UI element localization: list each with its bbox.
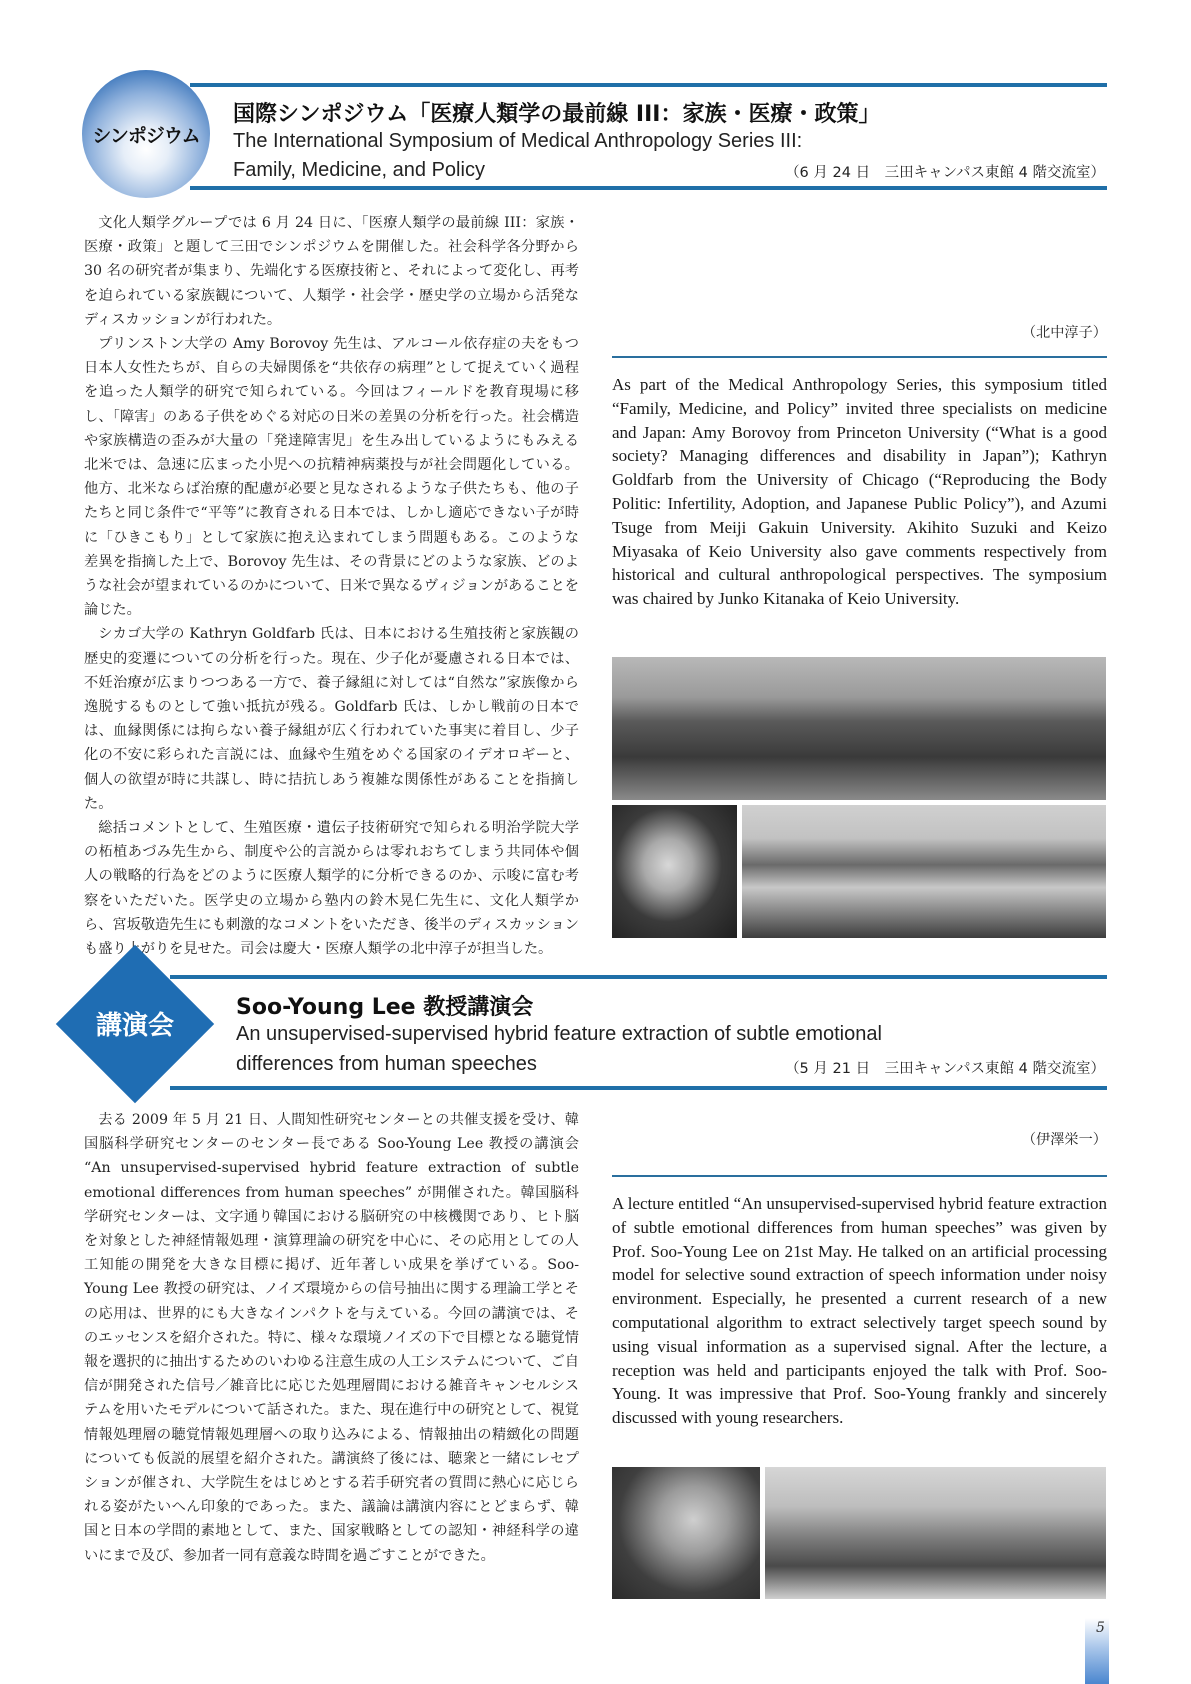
symposium-venue: （6 月 24 日 三田キャンパス東館 4 階交流室） xyxy=(785,165,1105,181)
symposium-title-en-line1: The International Symposium of Medical Anthropology Series III: xyxy=(233,130,803,152)
paragraph: 総括コメントとして、生殖医療・遺伝子技術研究で知られる明治学院大学の柘植あづみ先生から、制度や公的言説からは零れおちてしまう共同体や個人の戦略的行為をどのように医療人類学的に分析できるのか、示唆に富む考察をいただいた。医学史の立場から塾内の鈴木晃仁先生に、文化人類学から、宮坂敬造先生にも刺激的なコメントをいただき、後半のディスカッションも盛り上がりを見せた。司会は慶大・医療人類学の北中淳子が担当した。 xyxy=(84,820,579,958)
symposium-author-block xyxy=(612,321,1107,345)
lecture-header-top-rule xyxy=(170,975,1107,979)
symposium-author: （北中淳子） xyxy=(1021,325,1107,341)
symposium-photo-speaker xyxy=(612,805,737,938)
paragraph: シカゴ大学の Kathryn Goldfarb 氏は、日本における生殖技術と家族観の歴史的変遷についての分析を行った。現在、少子化が憂慮される日本では、不妊治療が広まりつつある一方で、養子縁組に対しては“自然な”家族像から逸脱するものとして強い抵抗が残る。Goldfarb 氏は、しかし戦前の日本では、血縁関係には拘らない養子縁組が広く行われていた事実に着目し、少子化の不安に彩られた言説には、血縁や生殖をめぐる国家のイデオロギーと、個人の欲望が時に共謀し、時に拮抗しあう複雑な関係性があることを指摘した。 xyxy=(84,626,579,812)
symposium-header-bottom-rule xyxy=(190,186,1107,190)
paragraph: 去る 2009 年 5 月 21 日、人間知性研究センターとの共催支援を受け、韓国脳科学研究センターのセンター長である Soo-Young Lee 教授の講演会 “An unsupervised-supervised hybrid feature extraction of subtle emotional differences from human speeches” が開催された。韓国脳科学研究センターは、文字通り韓国における脳研究の中核機関であり、ヒト脳を対象とした神経情報処理・演算理論の研究を中心に、その応用としての人工知能の開発を大きな目標に掲げ、近年著しい成果を挙げている。Soo-Young Lee 教授の研究は、ノイズ環境からの信号抽出に関する理論工学とその応用は、世界的にも大きなインパクトを与えている。今回の講演では、そのエッセンスを紹介された。特に、様々な環境ノイズの下で目標となる聴覚情報を選択的に抽出するためのいわゆる注意生成の人工システムについて、ご自信が開発された信号／雑音比に応じた処理層間における雑音キャンセルシステムを用いたモデルについて話された。また、現在進行中の研究として、視覚情報処理層の聴覚情報処理層への取り込みによる、情報抽出の精緻化の問題についても仮説的展望を紹介された。講演終了後には、聴衆と一緒にレセプションが催され、大学院生をはじめとする若手研究者の質問に熱心に応じられる姿がたいへん印象的であった。また、議論は講演内容にとどまらず、韓国と日本の学問的素地として、また、国家戦略としての認知・神経科学の違いにまで及び、参加者一同有意義な時間を過ごすことができた。 xyxy=(84,1112,579,1564)
lecture-title-jp: Soo-Young Lee 教授講演会 xyxy=(236,995,534,1020)
circle-badge-icon xyxy=(82,70,210,198)
symposium-column-separator xyxy=(612,356,1107,358)
page-number: 5 xyxy=(1096,1620,1105,1636)
lecture-body-jp-left xyxy=(84,1108,579,1616)
symposium-body-en: As part of the Medical Anthropology Series, this symposium titled “Family, Medicine, and Policy” invited three specialists on medicine and Japan: Amy Borovoy from Princeton University (“What is a good society? Managing differences and disability in Japan”); Kathryn Goldfarb from the University of Chicago (“Reproducing the Body Politic: Infertility, Adoption, and Japanese Public Policy”), and Azumi Tsuge from Meiji Gakuin University. Akihito Suzuki and Keizo Miyasaka of Keio University also gave comments respectively from historical and cultural anthropological perspectives. The symposium was chaired by Junko Kitanaka of Keio University. xyxy=(612,375,1107,609)
lecture-title-en-line1: An unsupervised-supervised hybrid feature extraction of subtle emotional xyxy=(236,1023,882,1045)
lecture-author: （伊澤栄一） xyxy=(1021,1132,1107,1148)
symposium-header-top-rule xyxy=(190,83,1107,87)
lecture-badge-label: 講演会 xyxy=(95,1011,174,1041)
symposium-body-jp-left xyxy=(84,211,579,958)
symposium-badge-label: シンポジウム xyxy=(92,124,200,147)
lecture-body-en: A lecture entitled “An unsupervised-supervised hybrid feature extraction of subtle emotional differences from human speeches” was given by Prof. Soo-Young Lee on 21st May. He talked on an artificial processing model for selective sound extraction of speech information under noisy environment. Especially, he presented a current research of a new computational algorithm to extract selectively target speech sound by using visual information as a supervised signal. After the lecture, a reception was held and participants enjoyed the talk with Prof. Soo-Young. It was impressive that Prof. Soo-Young frankly and sincerely discussed with young researchers. xyxy=(612,1194,1107,1428)
lecture-photo-speaker xyxy=(612,1467,760,1599)
lecture-column-separator xyxy=(612,1175,1107,1177)
lecture-header-bottom-rule xyxy=(170,1086,1107,1090)
symposium-photo-room xyxy=(612,657,1106,800)
lecture-author-block xyxy=(612,1128,1107,1152)
paragraph: 文化人類学グループでは 6 月 24 日に、「医療人類学の最前線 III：家族・医療・政策」と題して三田でシンポジウムを開催した。社会科学各分野から 30 名の研究者が集まり、先端化する医療技術と、それによって変化し、再考を迫られている家族観について、人類学・社会学・歴史学の立場から活発なディスカッションが行われた。 xyxy=(84,215,579,328)
paragraph: プリンストン大学の Amy Borovoy 先生は、アルコール依存症の夫をもつ日本人女性たちが、自らの夫婦関係を“共依存の病理”として捉えていく過程を追った人類学的研究で知られている。今回はフィールドを教育現場に移し、「障害」のある子供をめぐる対応の日米の差異の分析を行った。社会構造や家族構造の歪みが大量の「発達障害児」を生み出しているようにもみえる北米では、急速に広まった小児への抗精神病薬投与が社会問題化している。他方、北米ならば治療的配慮が必要と見なされるような子供たちも、他の子たちと同じ条件で“平等”に教育される日本では、しかし適応できない子が時に「ひきこもり」として家族に抱え込まれてしまう問題もある。このような差異を指摘した上で、Borovoy 先生は、その背景にどのような家族、どのような社会が望まれているのかについて、日米で異なるヴィジョンがあることを論じた。 xyxy=(84,336,579,619)
symposium-photo-discussion xyxy=(742,805,1106,938)
lecture-title-en-line2: differences from human speeches xyxy=(236,1053,537,1075)
lecture-venue: （5 月 21 日 三田キャンパス東館 4 階交流室） xyxy=(785,1061,1105,1077)
symposium-title-en-line2: Family, Medicine, and Policy xyxy=(233,159,485,181)
lecture-photo-room xyxy=(765,1467,1106,1599)
symposium-title-jp: 国際シンポジウム「医療人類学の最前線 III：家族・医療・政策」 xyxy=(233,102,881,127)
